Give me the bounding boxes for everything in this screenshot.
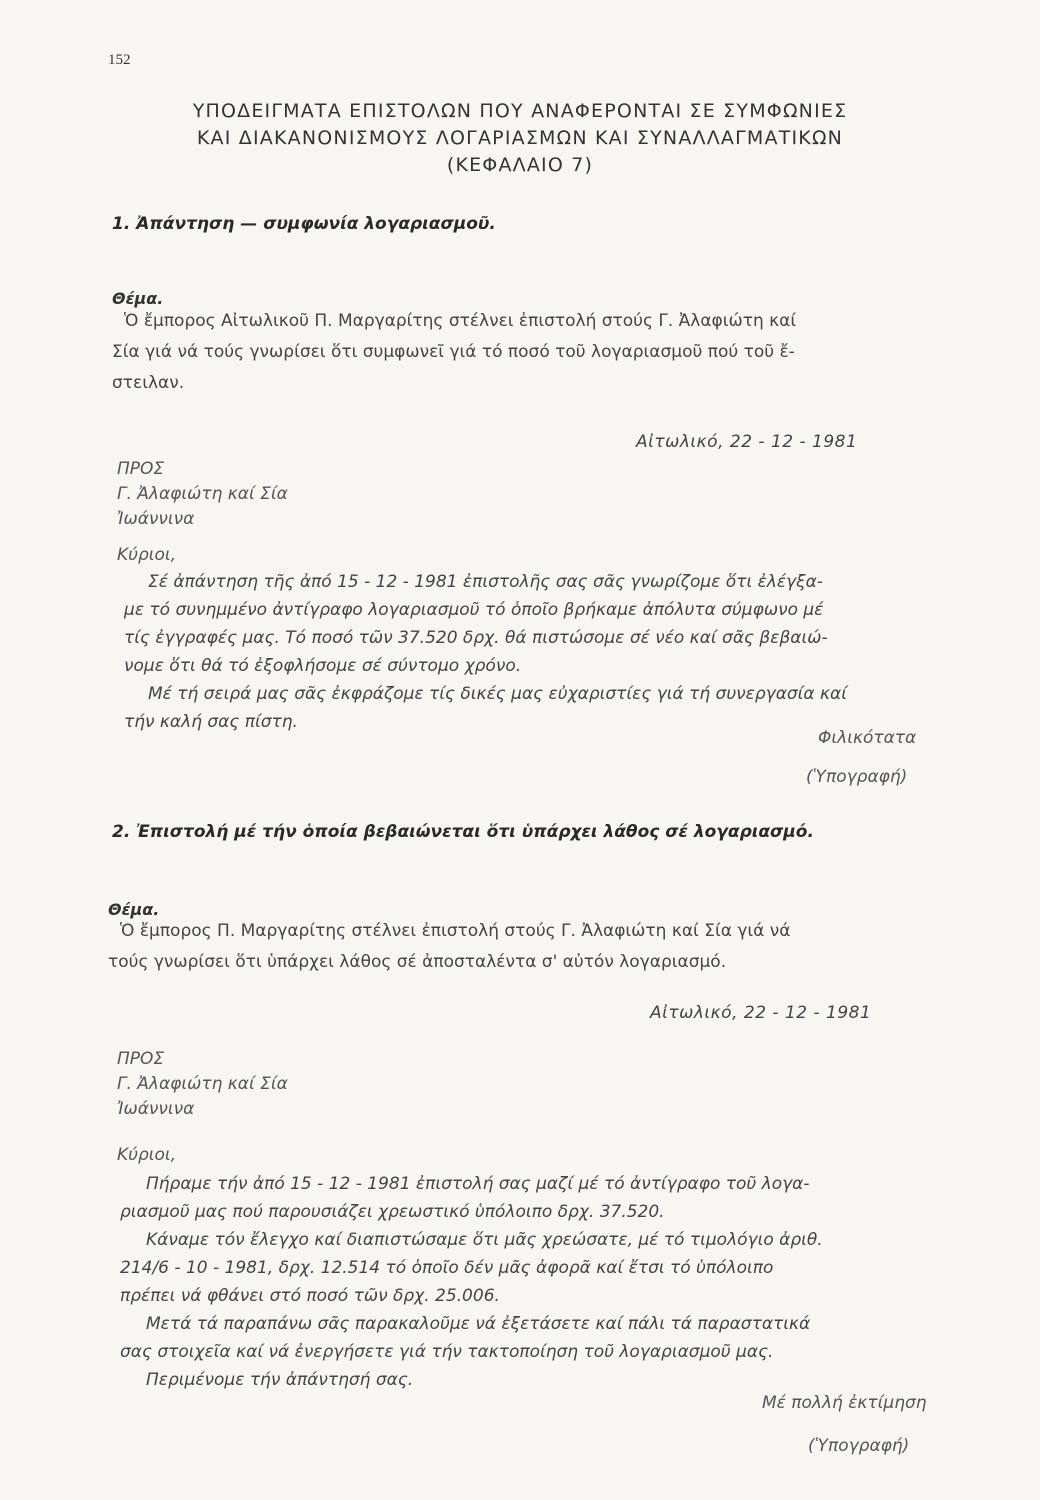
- title-line: (ΚΕΦΑΛΑΙΟ 7): [446, 154, 594, 176]
- body-line: νομε ὅτι θά τό ἐξοφλήσομε σέ σύντομο χρόνο.: [124, 656, 522, 676]
- theme-line: στειλαν.: [112, 373, 185, 393]
- letter2-recipient: [117, 1047, 288, 1122]
- body-line: 214/6 - 10 - 1981, δρχ. 12.514 τό ὁποῖο δέν μᾶς ἀφορᾶ καί ἔτσι τό ὑπόλοιπο: [120, 1258, 774, 1278]
- letter1-heading: 1. Ἀπάντηση — συμφωνία λογαριασμοῦ.: [112, 214, 496, 234]
- letter2-body: [120, 1170, 823, 1394]
- page-number: 152: [108, 52, 131, 68]
- letter2-salutation: Κύριοι,: [117, 1145, 177, 1165]
- body-line: πρέπει νά φθάνει στό ποσό τῶν δρχ. 25.006.: [120, 1286, 500, 1306]
- title-line: ΥΠΟΔΕΙΓΜΑΤΑ ΕΠΙΣΤΟΛΩΝ ΠΟΥ ΑΝΑΦΕΡΟΝΤΑΙ ΣΕ ΣΥΜΦΩΝΙΕΣ: [192, 100, 848, 122]
- recipient-label: ΠΡΟΣ: [117, 1049, 165, 1069]
- letter2-closing: Μέ πολλή ἐκτίμηση: [762, 1393, 927, 1413]
- body-line: σας στοιχεῖα καί νά ἐνεργήσετε γιά τήν τακτοποίηση τοῦ λογαριασμοῦ μας.: [120, 1342, 774, 1362]
- recipient-name: Γ. Ἀλαφιώτη καί Σία: [117, 484, 288, 504]
- letter1-closing: Φιλικότατα: [818, 728, 917, 748]
- body-line: Κάναμε τόν ἔλεγχο καί διαπιστώσαμε ὅτι μᾶς χρεώσατε, μέ τό τιμολόγιο ἀριθ.: [146, 1230, 823, 1250]
- body-line: Περιμένομε τήν ἀπάντησή σας.: [146, 1370, 414, 1390]
- letter1-theme-label: Θέμα.: [112, 289, 164, 308]
- letter2-heading: 2. Ἐπιστολή μέ τήν ὁποία βεβαιώνεται ὅτι ὑπάρχει λάθος σέ λογαριασμό.: [112, 822, 814, 842]
- letter1-theme-text: [112, 306, 796, 399]
- body-line: Μέ τή σειρά μας σᾶς ἐκφράζομε τίς δικές μας εὐχαριστίες γιά τή συνεργασία καί: [148, 684, 848, 704]
- letter2-theme-text: [108, 916, 790, 978]
- body-line: τήν καλή σας πίστη.: [124, 712, 298, 732]
- page-title: [110, 98, 930, 179]
- theme-line: Ὁ ἔμπορος Αἰτωλικοῦ Π. Μαργαρίτης στέλνει ἐπιστολή στούς Γ. Ἀλαφιώτη καί: [124, 311, 797, 331]
- body-line: Μετά τά παραπάνω σᾶς παρακαλοῦμε νά ἐξετάσετε καί πάλι τά παραστατικά: [146, 1314, 811, 1334]
- body-line: ριασμοῦ μας πού παρουσιάζει χρεωστικό ὑπόλοιπο δρχ. 37.520.: [120, 1202, 665, 1222]
- body-line: με τό συνημμένο ἀντίγραφο λογαριασμοῦ τό ὁποῖο βρήκαμε ἀπόλυτα σύμφωνο μέ: [124, 600, 824, 620]
- letter1-recipient: [117, 457, 288, 532]
- letter1-salutation: Κύριοι,: [117, 545, 177, 565]
- title-line: ΚΑΙ ΔΙΑΚΑΝΟΝΙΣΜΟΥΣ ΛΟΓΑΡΙΑΣΜΩΝ ΚΑΙ ΣΥΝΑΛΛΑΓΜΑΤΙΚΩΝ: [196, 127, 844, 149]
- letter2-theme-label: Θέμα.: [108, 900, 160, 919]
- theme-line: Σία γιά νά τούς γνωρίσει ὅτι συμφωνεῖ γιά τό ποσό τοῦ λογαριασμοῦ πού τοῦ ἔ-: [112, 342, 795, 362]
- recipient-city: Ἰωάννινα: [117, 1099, 195, 1119]
- letter1-body: [124, 568, 847, 736]
- body-line: Σέ ἀπάντηση τῆς ἀπό 15 - 12 - 1981 ἐπιστολῆς σας σᾶς γνωρίζομε ὅτι ἐλέγξα-: [148, 572, 823, 592]
- body-line: Πήραμε τήν ἀπό 15 - 12 - 1981 ἐπιστολή σας μαζί μέ τό ἀντίγραφο τοῦ λογα-: [146, 1174, 810, 1194]
- theme-line: Ὁ ἔμπορος Π. Μαργαρίτης στέλνει ἐπιστολή στούς Γ. Ἀλαφιώτη καί Σία γιά νά: [120, 921, 791, 941]
- letter2-signature: (Ὑπογραφή): [808, 1436, 910, 1456]
- letter2-date: Αἰτωλικό, 22 - 12 - 1981: [650, 1003, 872, 1023]
- letter1-date: Αἰτωλικό, 22 - 12 - 1981: [636, 432, 858, 452]
- body-line: τίς ἐγγραφές μας. Τό ποσό τῶν 37.520 δρχ. θά πιστώσομε σέ νέο καί σᾶς βεβαιώ-: [124, 628, 828, 648]
- letter1-signature: (Ὑπογραφή): [806, 767, 908, 787]
- recipient-name: Γ. Ἀλαφιώτη καί Σία: [117, 1074, 288, 1094]
- theme-line: τούς γνωρίσει ὅτι ὑπάρχει λάθος σέ ἀποσταλέντα σ' αὐτόν λογαριασμό.: [108, 952, 727, 972]
- recipient-label: ΠΡΟΣ: [117, 459, 165, 479]
- recipient-city: Ἰωάννινα: [117, 509, 195, 529]
